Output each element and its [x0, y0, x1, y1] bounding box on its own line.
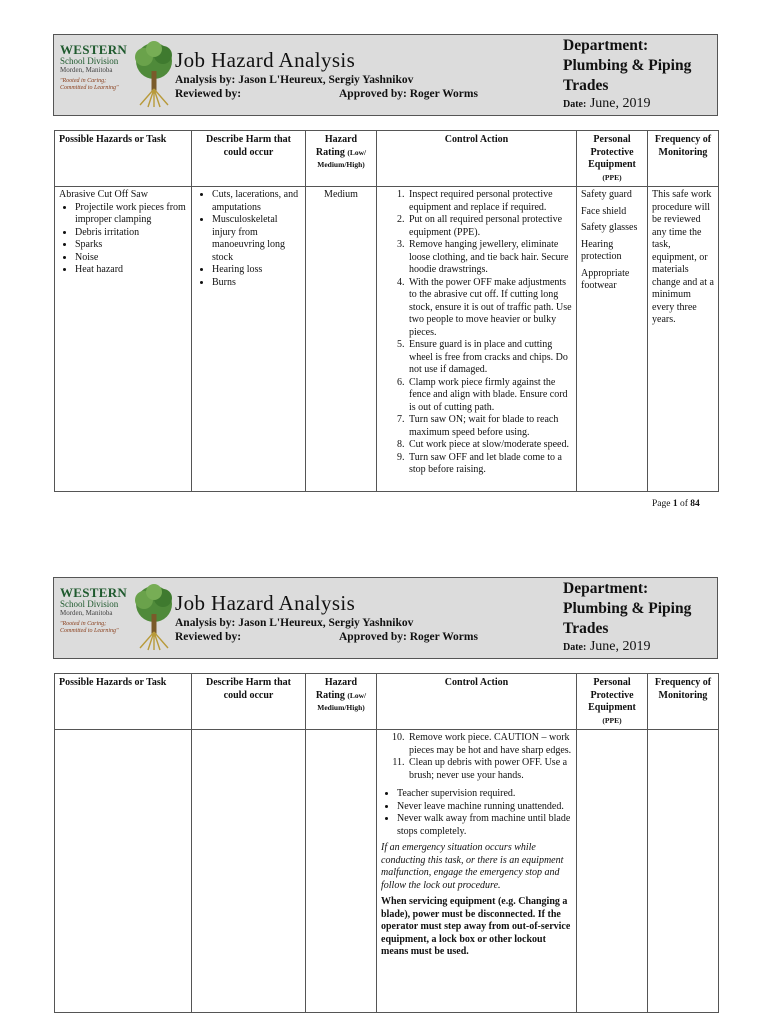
col-ppe: Personal Protective Equipment (PPE)	[577, 674, 648, 730]
list-item: • Cuts, lacerations, and amputations	[212, 189, 301, 214]
logo-division: School Division	[60, 56, 119, 66]
list-item: • Debris irritation	[75, 227, 187, 240]
date-label: Date:	[563, 99, 587, 110]
logo-tagline: "Rooted in Caring; Committed to Learning"	[60, 78, 119, 91]
page-title: Job Hazard Analysis	[175, 591, 356, 615]
col-control: Control Action	[377, 674, 577, 730]
list-item: Hearing protection	[581, 238, 622, 262]
col-control: Control Action	[377, 131, 577, 187]
page-title: Job Hazard Analysis	[175, 48, 356, 72]
harm-cell	[192, 730, 306, 1013]
list-item: 5. Ensure guard is in place and cutting wheel is free from cracks and chips. Do not use if damaged.	[407, 339, 572, 377]
date	[563, 639, 651, 655]
col-frequency: Frequency of Monitoring	[648, 674, 719, 730]
col-rating: Hazard Rating (Low/ Medium/High)	[306, 131, 377, 187]
col-ppe: Personal Protective Equipment (PPE)	[577, 131, 648, 187]
page2-header	[53, 577, 718, 659]
list-item: Safety guard	[581, 189, 632, 200]
col-hazards: Possible Hazards or Task	[55, 674, 192, 730]
list-item: 10. Remove work piece. CAUTION – work pieces may be hot and have sharp edges.	[407, 732, 572, 757]
control-list	[381, 189, 572, 477]
reviewed-by: Reviewed by:	[175, 631, 242, 643]
list-item: • Projectile work pieces from improper clamping	[75, 202, 187, 227]
rules-list	[381, 788, 572, 838]
frequency-cell	[648, 730, 719, 1013]
task-name: Abrasive Cut Off Saw	[59, 189, 148, 200]
control-cell	[377, 730, 577, 1013]
hazard-table-page1	[54, 130, 719, 492]
harm-list	[196, 189, 301, 289]
list-item: • Teacher supervision required.	[397, 788, 572, 801]
logo-name: WESTERN	[60, 585, 128, 600]
harm-cell	[192, 187, 306, 492]
analysis-by: Analysis by: Jason L'Heureux, Sergiy Yashnikov	[175, 617, 414, 629]
table-header-row	[55, 131, 719, 187]
logo-division: School Division	[60, 599, 119, 609]
tree-icon	[132, 41, 176, 109]
hazards-cell	[55, 187, 192, 492]
list-item: 6. Clamp work piece firmly against the fence and align with blade. Ensure cord is out of cutting path.	[407, 377, 572, 415]
table-row	[55, 187, 719, 492]
department-value: Plumbing & Piping Trades	[563, 57, 692, 94]
hazard-table-page2	[54, 673, 719, 1013]
hazards-cell	[55, 730, 192, 1013]
col-frequency: Frequency of Monitoring	[648, 131, 719, 187]
approved-by: Approved by: Roger Worms	[339, 88, 478, 100]
col-hazards: Possible Hazards or Task	[55, 131, 192, 187]
logo-location: Morden, Manitoba	[60, 66, 113, 74]
department-label: Department:	[563, 37, 649, 54]
list-item: • Musculoskeletal injury from manoeuvring long stock	[212, 214, 301, 264]
logo-tagline: "Rooted in Caring; Committed to Learning"	[60, 621, 119, 634]
list-item: 11. Clean up debris with power OFF. Use a brush; never use your hands.	[407, 757, 572, 782]
school-logo	[60, 584, 172, 652]
list-item: • Sparks	[75, 239, 187, 252]
list-item: 4. With the power OFF make adjustments to the abrasive cut off. If cutting long stock, ensure it is out of traffic path. Use two people to move heavier or bulky pieces.	[407, 277, 572, 340]
reviewed-by: Reviewed by:	[175, 88, 242, 100]
list-item: Appropriate footwear	[581, 267, 630, 291]
date	[563, 96, 651, 112]
list-item: 2. Put on all required personal protective equipment (PPE).	[407, 214, 572, 239]
control-list	[381, 732, 572, 782]
list-item: • Never walk away from machine until blade stops completely.	[397, 813, 572, 838]
list-item: 7. Turn saw ON; wait for blade to reach maximum speed before using.	[407, 414, 572, 439]
date-value: June, 2019	[589, 96, 651, 111]
col-harm: Describe Harm that could occur	[192, 131, 306, 187]
servicing-note: When servicing equipment (e.g. Changing a blade), power must be disconnected. If the operator must step away from out-of-service equipment, a lock box or other lockout means must be used.	[381, 896, 571, 957]
school-logo	[60, 41, 172, 109]
list-item: • Never leave machine running unattended.	[397, 801, 572, 814]
list-item: 3. Remove hanging jewellery, eliminate loose clothing, and tie back hair. Secure hoodie drawstrings.	[407, 239, 572, 277]
list-item: 9. Turn saw OFF and let blade come to a stop before raising.	[407, 452, 572, 477]
col-rating: Hazard Rating (Low/ Medium/High)	[306, 674, 377, 730]
hazard-list	[59, 202, 187, 277]
list-item: 1. Inspect required personal protective equipment and replace if required.	[407, 189, 572, 214]
department	[563, 579, 713, 639]
control-cell	[377, 187, 577, 492]
rating-cell	[306, 730, 377, 1013]
ppe-cell	[577, 187, 648, 492]
logo-location: Morden, Manitoba	[60, 609, 113, 617]
rating-cell: Medium	[306, 187, 377, 492]
list-item: • Noise	[75, 252, 187, 265]
department-label: Department:	[563, 580, 649, 597]
emergency-note: If an emergency situation occurs while conducting this task, or there is an equipment malfunction, engage the emergency stop and follow the lock out procedure.	[381, 842, 564, 891]
list-item: • Burns	[212, 277, 301, 290]
date-value: June, 2019	[589, 639, 651, 654]
department-value: Plumbing & Piping Trades	[563, 600, 692, 637]
analysis-by: Analysis by: Jason L'Heureux, Sergiy Yashnikov	[175, 74, 414, 86]
table-row	[55, 730, 719, 1013]
list-item: Face shield	[581, 205, 627, 217]
table-header-row	[55, 674, 719, 730]
frequency-cell: This safe work procedure will be reviewed any time the task, equipment, or materials change and at a minimum every three years.	[648, 187, 719, 492]
list-item: • Heat hazard	[75, 264, 187, 277]
list-item: Safety glasses	[581, 222, 638, 233]
ppe-cell	[577, 730, 648, 1013]
date-label: Date:	[563, 642, 587, 653]
list-item: 8. Cut work piece at slow/moderate speed.	[407, 439, 572, 452]
col-harm: Describe Harm that could occur	[192, 674, 306, 730]
list-item: • Hearing loss	[212, 264, 301, 277]
page1-header	[53, 34, 718, 116]
page-number: Page 1 of 84	[652, 499, 700, 509]
approved-by: Approved by: Roger Worms	[339, 631, 478, 643]
department	[563, 36, 713, 96]
logo-name: WESTERN	[60, 42, 128, 57]
tree-icon	[132, 584, 176, 652]
